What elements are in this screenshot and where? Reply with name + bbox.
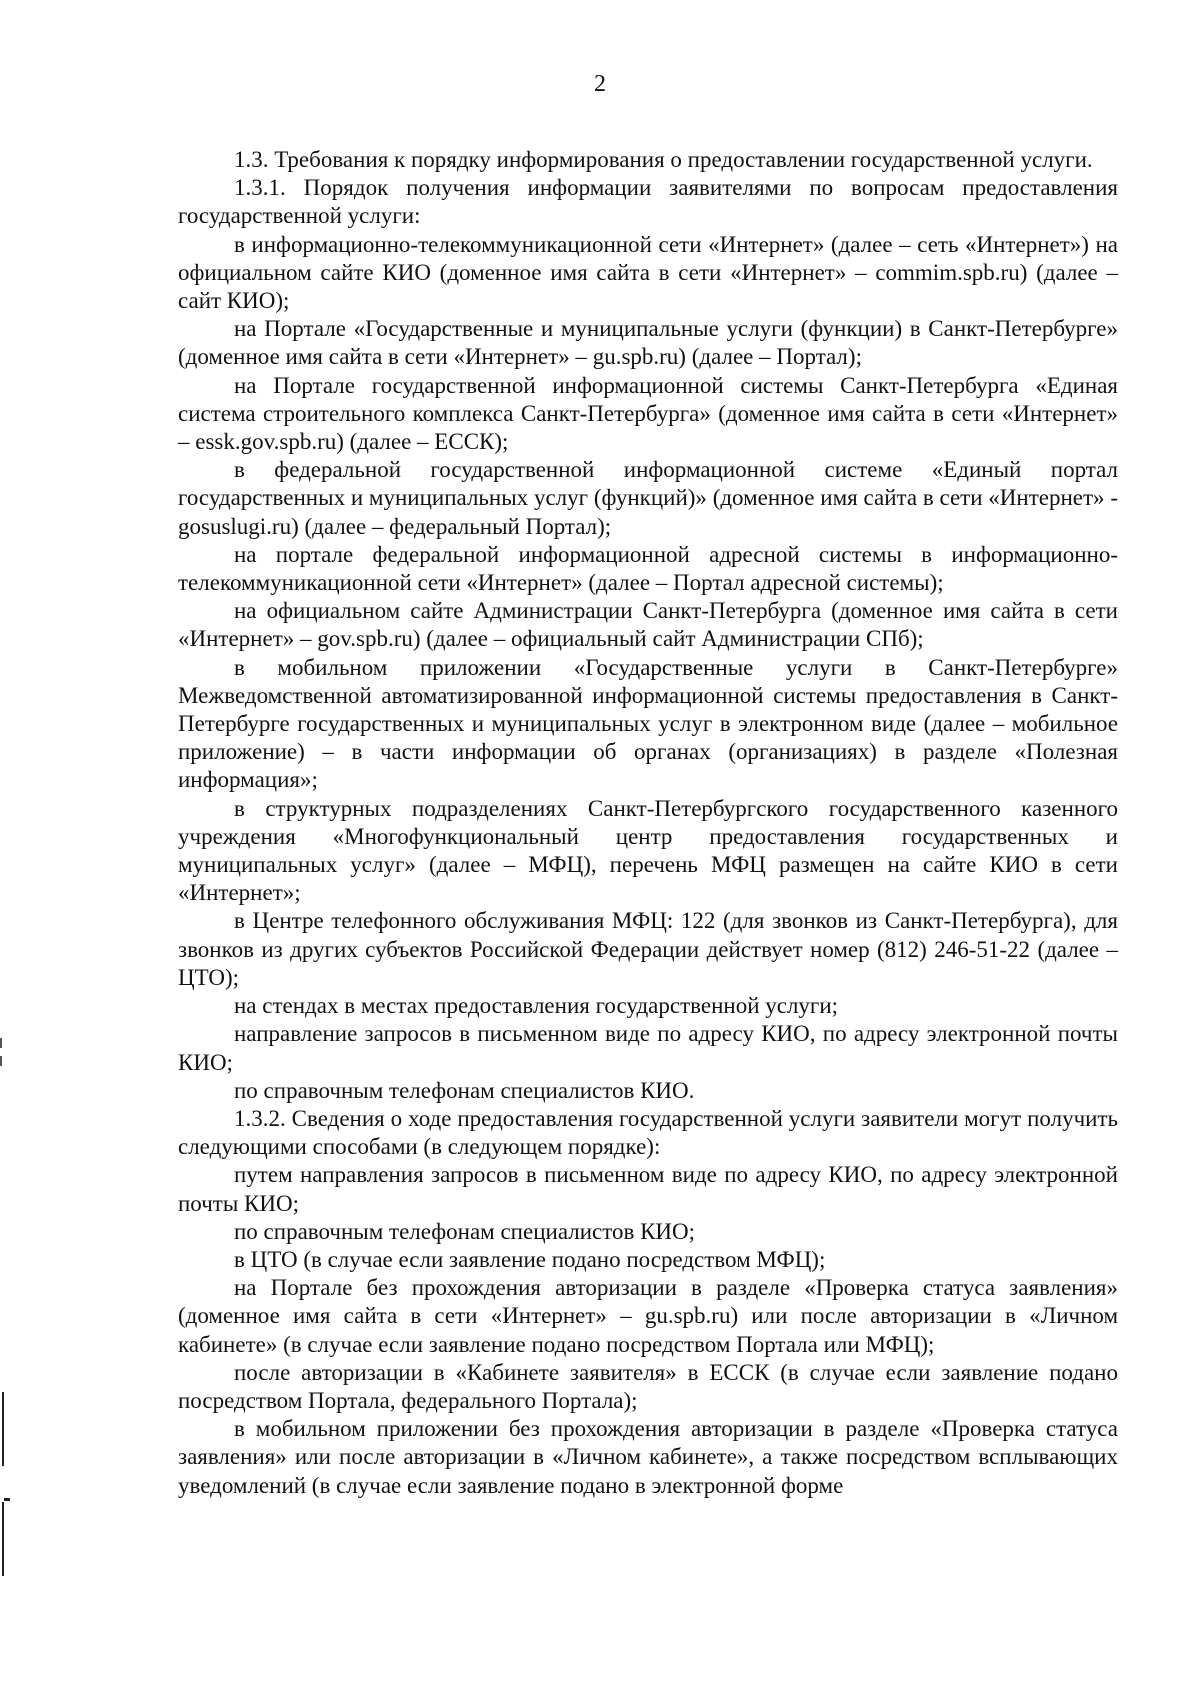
- paragraph-1-3-heading: 1.3. Требования к порядку информирования о предоставлении государственной услуги.: [234, 147, 1093, 172]
- scan-edge-mark: [2, 1502, 4, 1576]
- page-number: 2: [594, 71, 606, 97]
- paragraph-written-requests: направление запросов в письменном виде по адресу КИО, по адресу электронной почты КИО;: [178, 1021, 1118, 1075]
- paragraph-mfc: в структурных подразделениях Санкт-Петербургского государственного казенного учреждения «Многофункциональный центр предоставления государственных и муниципальных услуг» (далее – МФЦ), перечень МФЦ размещен на сайте КИО в сети «Интернет»;: [178, 795, 1118, 906]
- paragraph-status-cto: в ЦТО (в случае если заявление подано посредством МФЦ);: [234, 1246, 826, 1272]
- paragraph-admin-site: на официальном сайте Администрации Санкт-Петербурга (доменное имя сайта в сети «Интернет» – gov.spb.ru) (далее – официальный сайт Администрации СПб);: [178, 598, 1118, 652]
- document-body: [178, 146, 1118, 1500]
- scan-speck: [0, 1056, 2, 1066]
- paragraph-status-mobile-app: в мобильном приложении без прохождения авторизации в разделе «Проверка статуса заявления» или после авторизации в «Личном кабинете», а также посредством всплывающих уведомлений (в случае если заявление подано в электронной форме: [178, 1416, 1118, 1498]
- paragraph-status-essk: после авторизации в «Кабинете заявителя» в ЕССК (в случае если заявление подано посредством Портала, федерального Портала);: [178, 1359, 1118, 1413]
- paragraph-essk: на Портале государственной информационной системы Санкт-Петербурга «Единая система строительного комплекса Санкт-Петербурга» (доменное имя сайта в сети «Интернет» – essk.gov.spb.ru) (далее – ЕССК);: [178, 372, 1118, 455]
- scan-speck: [0, 1038, 2, 1048]
- paragraph-cto: в Центре телефонного обслуживания МФЦ: 122 (для звонков из Санкт-Петербурга), для звонков из других субъектов Российской Федерации действует номер (812) 246-51-22 (далее – ЦТО);: [178, 908, 1118, 990]
- paragraph-federal-portal: в федеральной государственной информационной системе «Единый портал государственных и муниципальных услуг (функций)» (доменное имя сайта в сети «Интернет» - gosuslugi.ru) (далее – федеральный Портал);: [178, 457, 1118, 539]
- paragraph-status-portal: на Портале без прохождения авторизации в разделе «Проверка статуса заявления» (доменное имя сайта в сети «Интернет» – gu.spb.ru) или после авторизации в «Личном кабинете» (в случае если заявление подано посредством Портала или МФЦ);: [178, 1275, 1118, 1357]
- paragraph-mobile-app: в мобильном приложении «Государственные услуги в Санкт-Петербурге» Межведомственной автоматизированной информационной системы предоставления в Санкт-Петербурге государственных и муниципальных услуг в электронном виде (далее – мобильное приложение) – в части информации об органах (организациях) в разделе «Полезная информация»;: [178, 654, 1118, 793]
- paragraph-1-3-2-heading: 1.3.2. Сведения о ходе предоставления государственной услуги заявители могут получить следующими способами (в следующем порядке):: [178, 1105, 1118, 1160]
- paragraph-status-phones: по справочным телефонам специалистов КИО;: [234, 1218, 696, 1244]
- paragraph-1-3-1-heading: 1.3.1. Порядок получения информации заявителями по вопросам предоставления государственной услуги:: [178, 175, 1118, 229]
- paragraph-phones: по справочным телефонам специалистов КИО.: [234, 1077, 695, 1103]
- paragraph-portal: на Портале «Государственные и муниципальные услуги (функции) в Санкт-Петербурге» (доменное имя сайта в сети «Интернет» – gu.spb.ru) (далее – Портал);: [178, 316, 1118, 370]
- scan-edge-mark: [2, 1392, 4, 1466]
- paragraph-status-written: путем направления запросов в письменном виде по адресу КИО, по адресу электронной почты КИО;: [178, 1162, 1118, 1216]
- paragraph-site-kio: в информационно-телекоммуникационной сети «Интернет» (далее – сеть «Интернет») на официальном сайте КИО (доменное имя сайта в сети «Интернет» – commim.spb.ru) (далее – сайт КИО);: [178, 231, 1118, 314]
- paragraph-address-system: на портале федеральной информационной адресной системы в информационно-телекоммуникационной сети «Интернет» (далее – Портал адресной системы);: [178, 541, 1118, 596]
- scan-edge-mark: [4, 1498, 10, 1501]
- paragraph-stands: на стендах в местах предоставления государственной услуги;: [234, 993, 839, 1019]
